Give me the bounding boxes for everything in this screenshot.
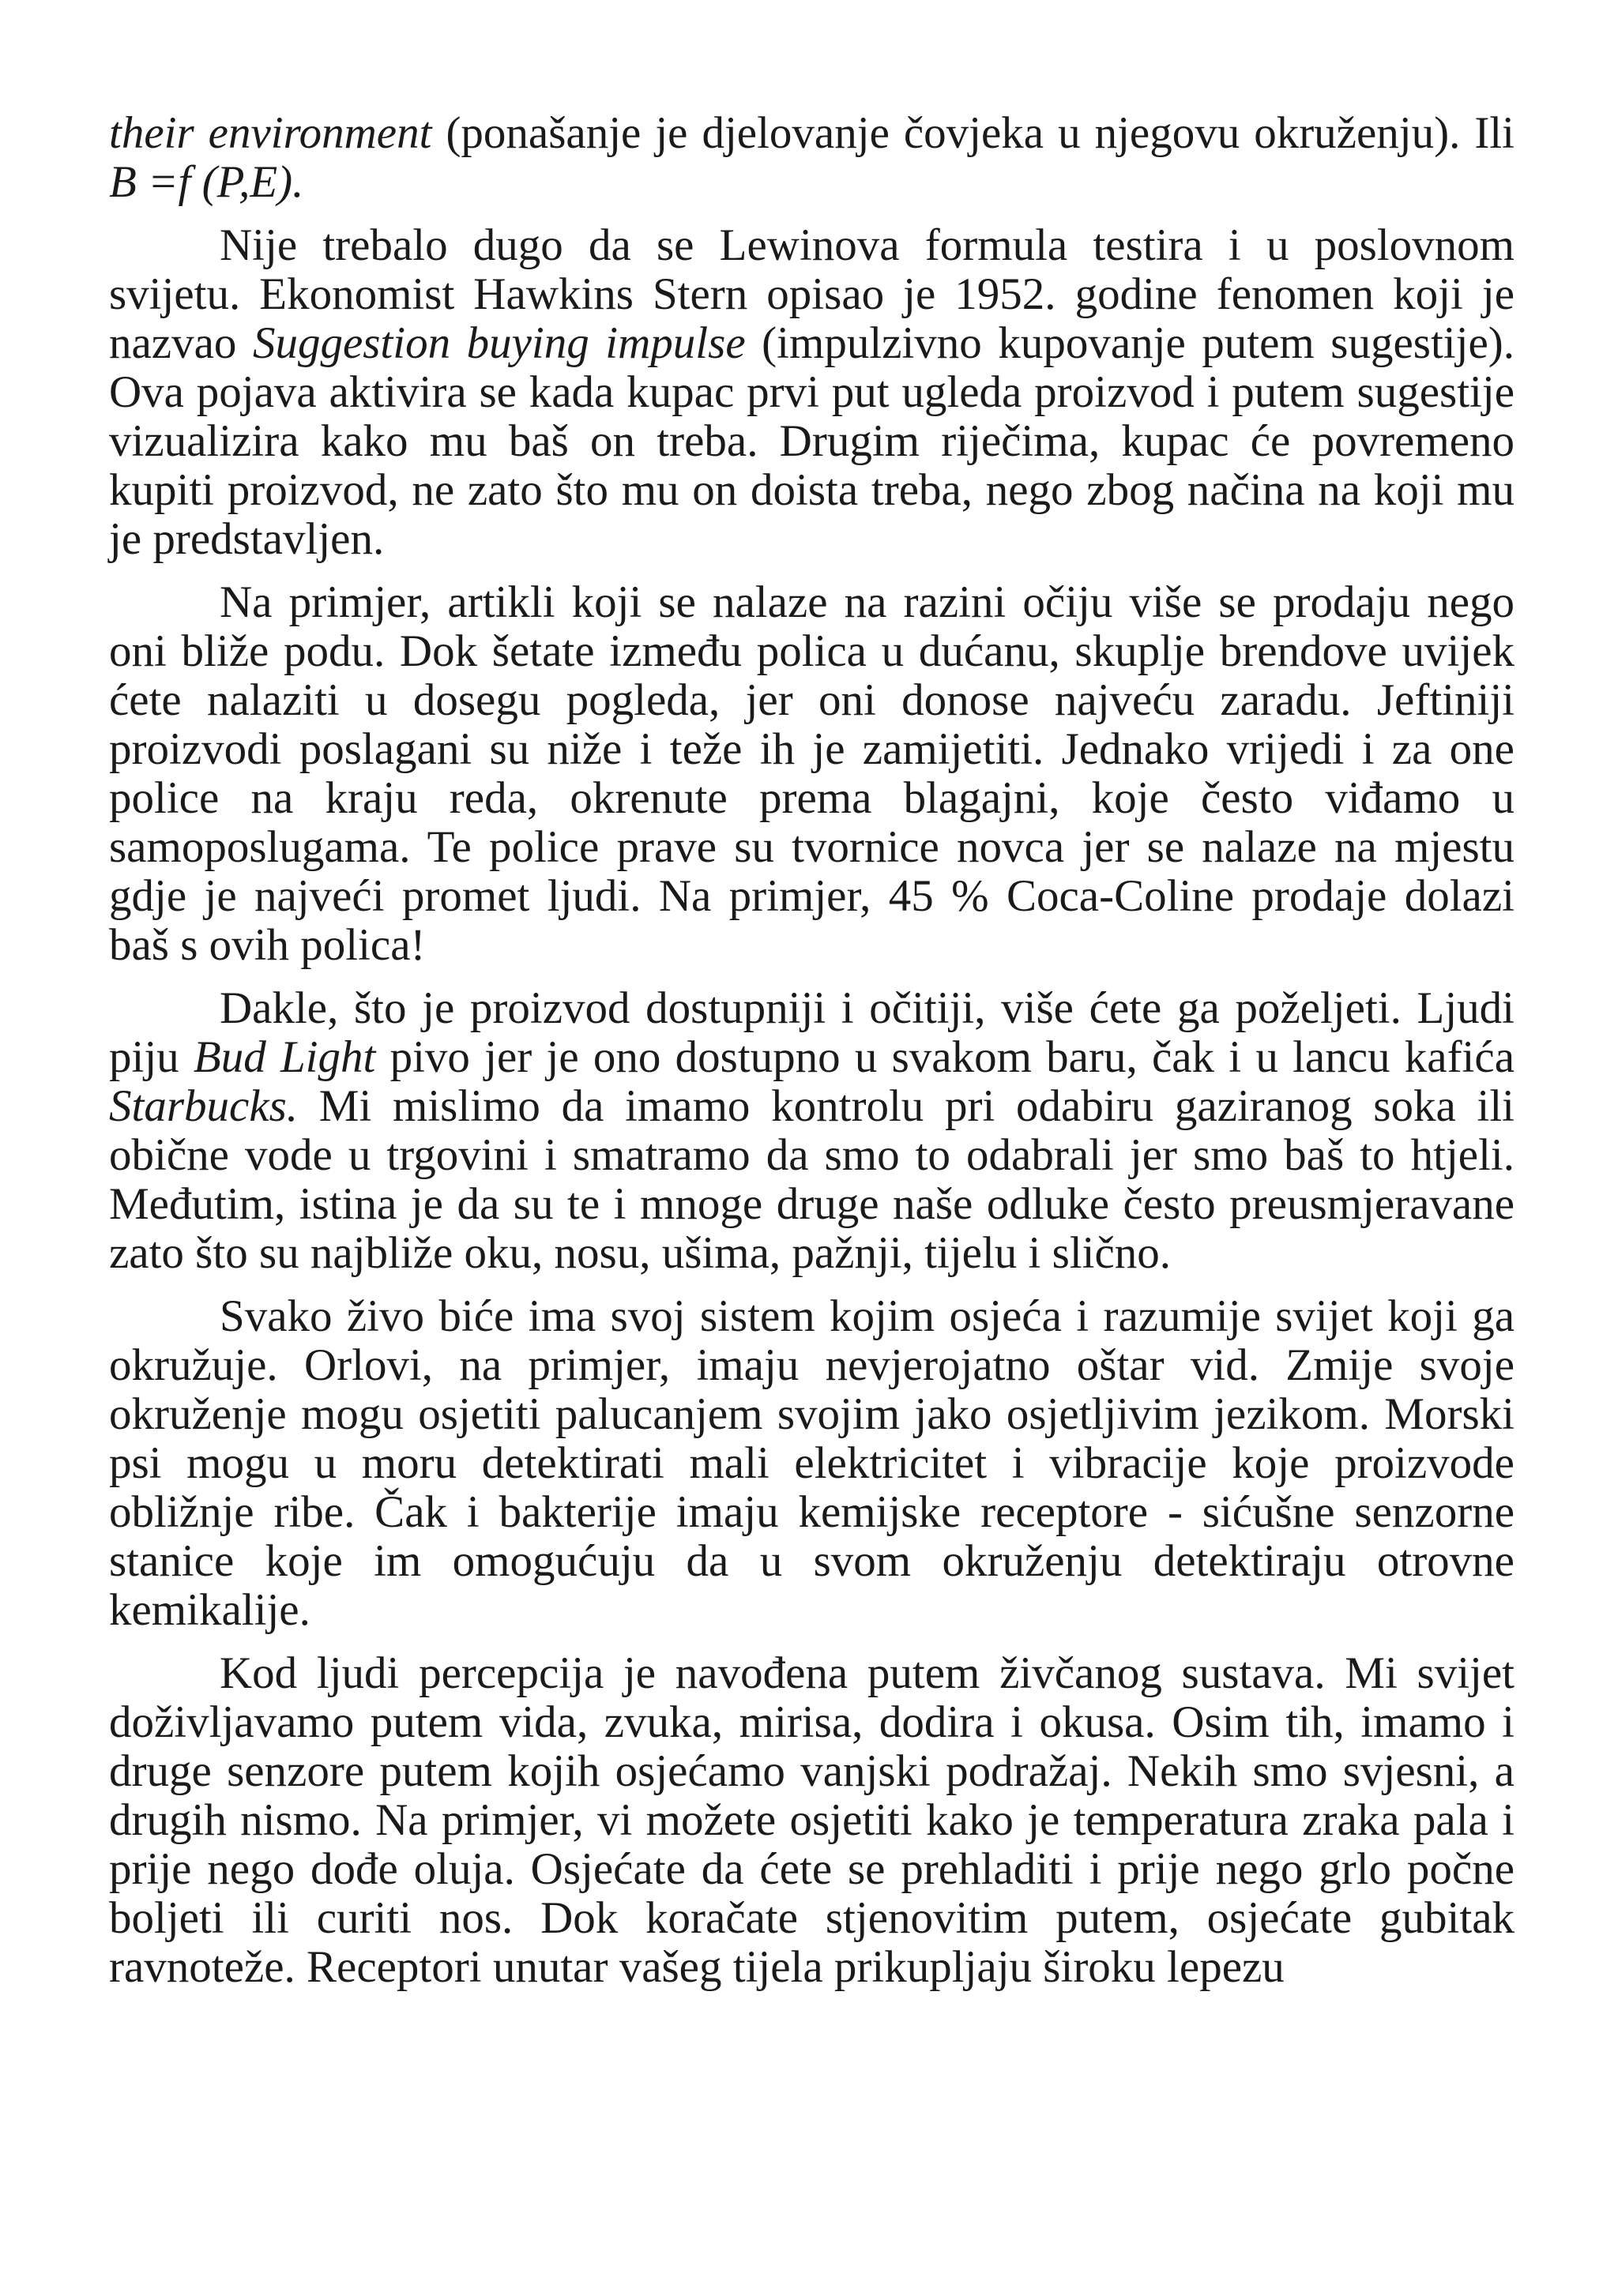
paragraph-5 — [109, 1292, 1515, 1635]
paragraph-2-text-2: Suggestion buying impulse — [252, 318, 746, 368]
paragraph-6 — [109, 1649, 1515, 1992]
paragraph-2-text-3: (impulzivno kupovanje putem sugestije). Ova pojava aktivira se kada kupac prvi put ugleda proizvod i putem sugestije vizualizira kako mu baš on treba. Drugim riječima, kupac će povremeno kupiti proizvod, ne zato što mu on doista treba, nego zbog načina na koji mu je predstavljen. — [109, 318, 1515, 564]
paragraph-1-text-1: their environment — [109, 108, 432, 158]
paragraph-2 — [109, 221, 1515, 564]
paragraph-4-text-2: Bud Light — [193, 1032, 376, 1082]
paragraph-3-text-1: Na primjer, artikli koji se nalaze na razini očiju više se prodaju nego oni bliže podu. Dok šetate između polica u dućanu, skuplje brendove uvijek ćete nalaziti u dosegu pogleda, jer oni donose najveću zaradu. Jeftiniji proizvodi poslagani su niže i teže ih je zamijetiti. Jednako vrijedi i za one police na kraju reda, okrenute prema blagajni, koje često viđamo u samoposlugama. Te police prave su tvornice novca jer se nalaze na mjestu gdje je najveći promet ljudi. Na primjer, 45 % Coca-Coline prodaje dolazi baš s ovih polica! — [109, 577, 1515, 970]
paragraph-1 — [109, 109, 1515, 207]
paragraph-4-text-3: pivo jer je ono dostupno u svakom baru, čak i u lancu kafića — [375, 1032, 1515, 1082]
paragraph-1-text-3: B =f (P,E). — [109, 157, 304, 207]
paragraph-2-text-1: Nije trebalo dugo da se Lewinova formula testira i u poslovnom svijetu. Ekonomist Hawkins Stern opisao je 1952. godine fenomen koji je nazvao — [109, 220, 1515, 368]
paragraph-5-text-1: Svako živo biće ima svoj sistem kojim osjeća i razumije svijet koji ga okružuje. Orlovi, na primjer, imaju nevjerojatno oštar vid. Zmije svoje okruženje mogu osjetiti palucanjem svojim jako osjetljivim jezikom. Morski psi mogu u moru detektirati mali elektricitet i vibracije koje proizvode obližnje ribe. Čak i bakterije imaju kemijske receptore - sićušne senzorne stanice koje im omogućuju da u svom okruženju detektiraju otrovne kemikalije. — [109, 1291, 1515, 1635]
paragraph-6-text-1: Kod ljudi percepcija je navođena putem živčanog sustava. Mi svijet doživljavamo putem vida, zvuka, mirisa, dodira i okusa. Osim tih, imamo i druge senzore putem kojih osjećamo vanjski podražaj. Nekih smo svjesni, a drugih nismo. Na primjer, vi možete osjetiti kako je temperatura zraka pala i prije nego dođe oluja. Osjećate da ćete se prehladiti i prije nego grlo počne boljeti ili curiti nos. Dok koračate stjenovitim putem, osjećate gubitak ravnoteže. Receptori unutar vašeg tijela prikupljaju široku lepezu — [109, 1648, 1515, 1992]
paragraph-1-text-2: (ponašanje je djelovanje čovjeka u njegovu okruženju). Ili — [431, 108, 1515, 158]
document-page — [109, 109, 1515, 2006]
paragraph-3 — [109, 578, 1515, 970]
paragraph-4 — [109, 984, 1515, 1278]
paragraph-4-text-5: Mi mislimo da imamo kontrolu pri odabiru gaziranog soka ili obične vode u trgovini i smatramo da smo to odabrali jer smo baš to htjeli. Međutim, istina je da su te i mnoge druge naše odluke često preusmjeravane zato što su najbliže oku, nosu, ušima, pažnji, tijelu i slično. — [109, 1081, 1515, 1278]
paragraph-4-text-4: Starbucks. — [109, 1081, 299, 1131]
paragraph-4-text-1: Dakle, što je proizvod dostupniji i očitiji, više ćete ga poželjeti. Ljudi piju — [109, 983, 1515, 1082]
